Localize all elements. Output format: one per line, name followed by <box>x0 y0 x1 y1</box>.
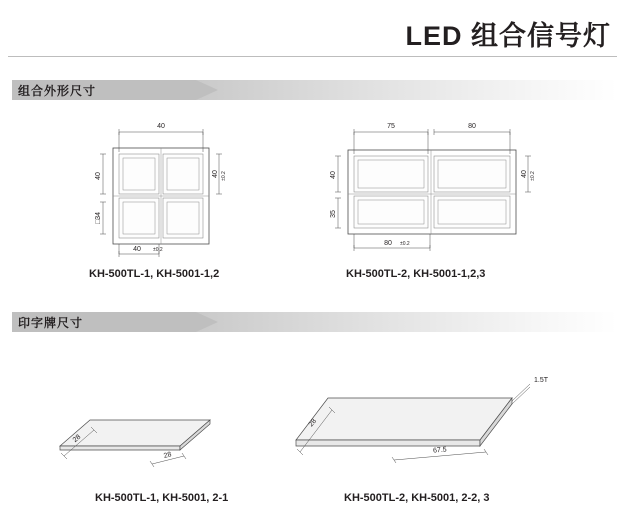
dim-right-40-rect: 40 <box>521 170 528 178</box>
dim-plate-large-thickness: 1.5T <box>534 377 549 384</box>
dim-right-tolerance-rect: ±0.2 <box>530 171 536 181</box>
banner-notch-2 <box>8 312 12 332</box>
caption-square-4: KH-500TL-1, KH-5001-1,2 <box>89 268 220 280</box>
dim-plate-small-depth: 28 <box>71 433 83 445</box>
page-title: LED 组合信号灯 <box>405 21 611 51</box>
banner-arrow-icon-2 <box>196 312 218 332</box>
dim-right-tolerance: ±0.2 <box>221 171 227 181</box>
banner-notch <box>8 80 12 100</box>
dim-bottom-tolerance-rect: ±0.2 <box>400 241 410 247</box>
figure-square-4 <box>95 118 295 258</box>
dim-left-34: □34 <box>95 211 102 225</box>
dim-left-40: 40 <box>95 172 102 180</box>
figure-plate-small <box>60 390 290 480</box>
section-title-nameplate: 印字牌尺寸 <box>18 316 84 330</box>
caption-plate-small: KH-500TL-1, KH-5001, 2-1 <box>95 492 229 504</box>
dim-left-upper-40: 40 <box>330 171 337 179</box>
dim-top-75: 75 <box>387 123 395 130</box>
caption-rect-4: KH-500TL-2, KH-5001-1,2,3 <box>346 268 486 280</box>
dim-top-80: 80 <box>468 123 476 130</box>
dim-plate-large-depth: 28 <box>307 417 319 429</box>
banner-arrow-icon <box>196 80 218 100</box>
figure-plate-large <box>290 360 580 480</box>
section-banner-outline-dimensions <box>8 80 617 100</box>
dim-left-lower-35: 35 <box>330 210 337 218</box>
dim-bottom-tolerance: ±0.2 <box>153 247 163 253</box>
section-title-outline: 组合外形尺寸 <box>18 84 97 98</box>
dim-right-40: 40 <box>212 170 219 178</box>
dim-plate-large-width: 67.5 <box>432 446 447 455</box>
dim-bottom-80: 80 <box>384 240 392 247</box>
figure-rect-4 <box>330 118 570 258</box>
section-banner-nameplate-dimensions <box>8 312 617 332</box>
dim-top-40: 40 <box>157 123 165 130</box>
dim-bottom-40: 40 <box>133 246 141 253</box>
dim-plate-small-width: 28 <box>163 451 173 460</box>
caption-plate-large: KH-500TL-2, KH-5001, 2-2, 3 <box>344 492 490 504</box>
title-divider <box>8 56 617 57</box>
